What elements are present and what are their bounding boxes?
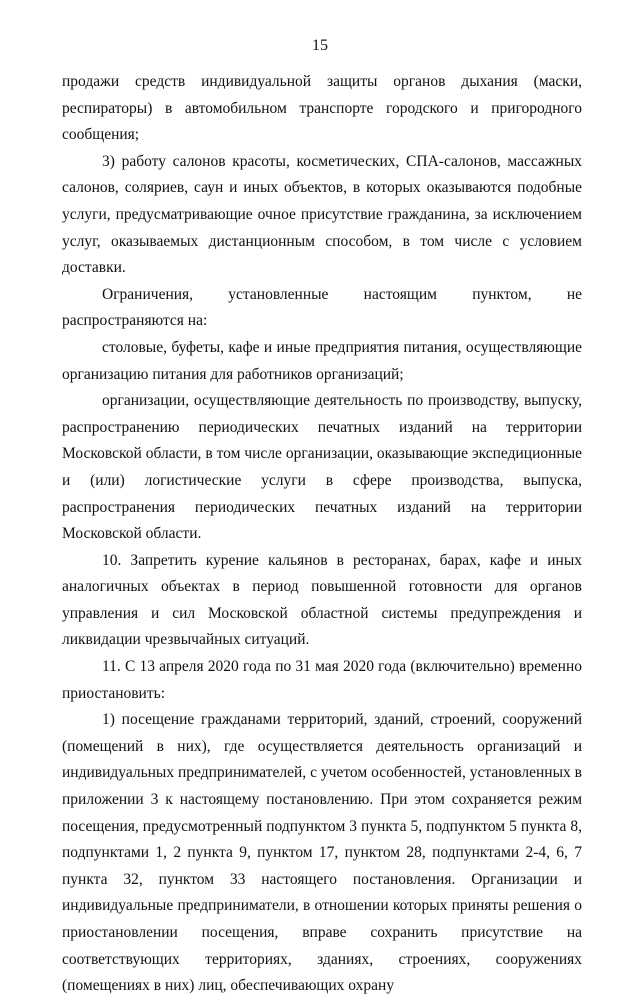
document-body: [62, 69, 582, 1000]
paragraph-organizations: организации, осуществляющие деятельность по производству, выпуску, распространению периодических печатных изданий на территории Московской области, в том числе организации, оказывающие экспедиционные и (или) логистические услуги в сфере производства, выпуска, распространения периодических печатных изданий на территории Московской области.: [62, 392, 582, 543]
page-number: 15: [312, 37, 328, 54]
paragraph-clause-11: 11. С 13 апреля 2020 года по 31 мая 2020 года (включительно) временно приостановить:: [62, 658, 582, 702]
paragraph-clause-10: 10. Запретить курение кальянов в ресторанах, барах, кафе и иных аналогичных объектах в период повышенной готовности для органов управления и сил Московской областной системы предупреждения и ликвидации чрезвычайных ситуаций.: [62, 551, 582, 649]
paragraph-item-3: 3) работу салонов красоты, косметических, СПА-салонов, массажных салонов, соляриев, саун и иных объектов, в которых оказываются подобные услуги, предусматривающие очное присутствие гражданина, за исключением услуг, оказываемых дистанционным способом, в том числе с условием доставки.: [62, 152, 582, 277]
paragraph-clause-11-item-1: 1) посещение гражданами территорий, зданий, строений, сооружений (помещений в них), где осуществляется деятельность организаций и индивидуальных предпринимателей, с учетом особенностей, установленных в приложении 3 к настоящему постановлению. При этом сохраняется режим посещения, предусмотренный подпунктом 3 пункта 5, подпунктом 5 пункта 8, подпунктами 1, 2 пункта 9, пунктом 17, пунктом 28, подпунктами 2-4, 6, 7 пункта 32, пунктом 33 настоящего постановления. Организации и индивидуальные предприниматели, в отношении которых приняты решения о приостановлении посещения, вправе сохранить присутствие на соответствующих территориях, зданиях, строениях, сооружениях (помещениях в них) лиц, обеспечивающих охрану: [62, 711, 582, 995]
paragraph-continuation: продажи средств индивидуальной защиты органов дыхания (маски, респираторы) в автомобильном транспорте городского и пригородного сообщения;: [62, 73, 582, 144]
paragraph-restrictions-intro: Ограничения, установленные настоящим пунктом, не распространяются на:: [62, 285, 582, 330]
paragraph-canteens: столовые, буфеты, кафе и иные предприятия питания, осуществляющие организацию питания для работников организаций;: [62, 338, 582, 383]
